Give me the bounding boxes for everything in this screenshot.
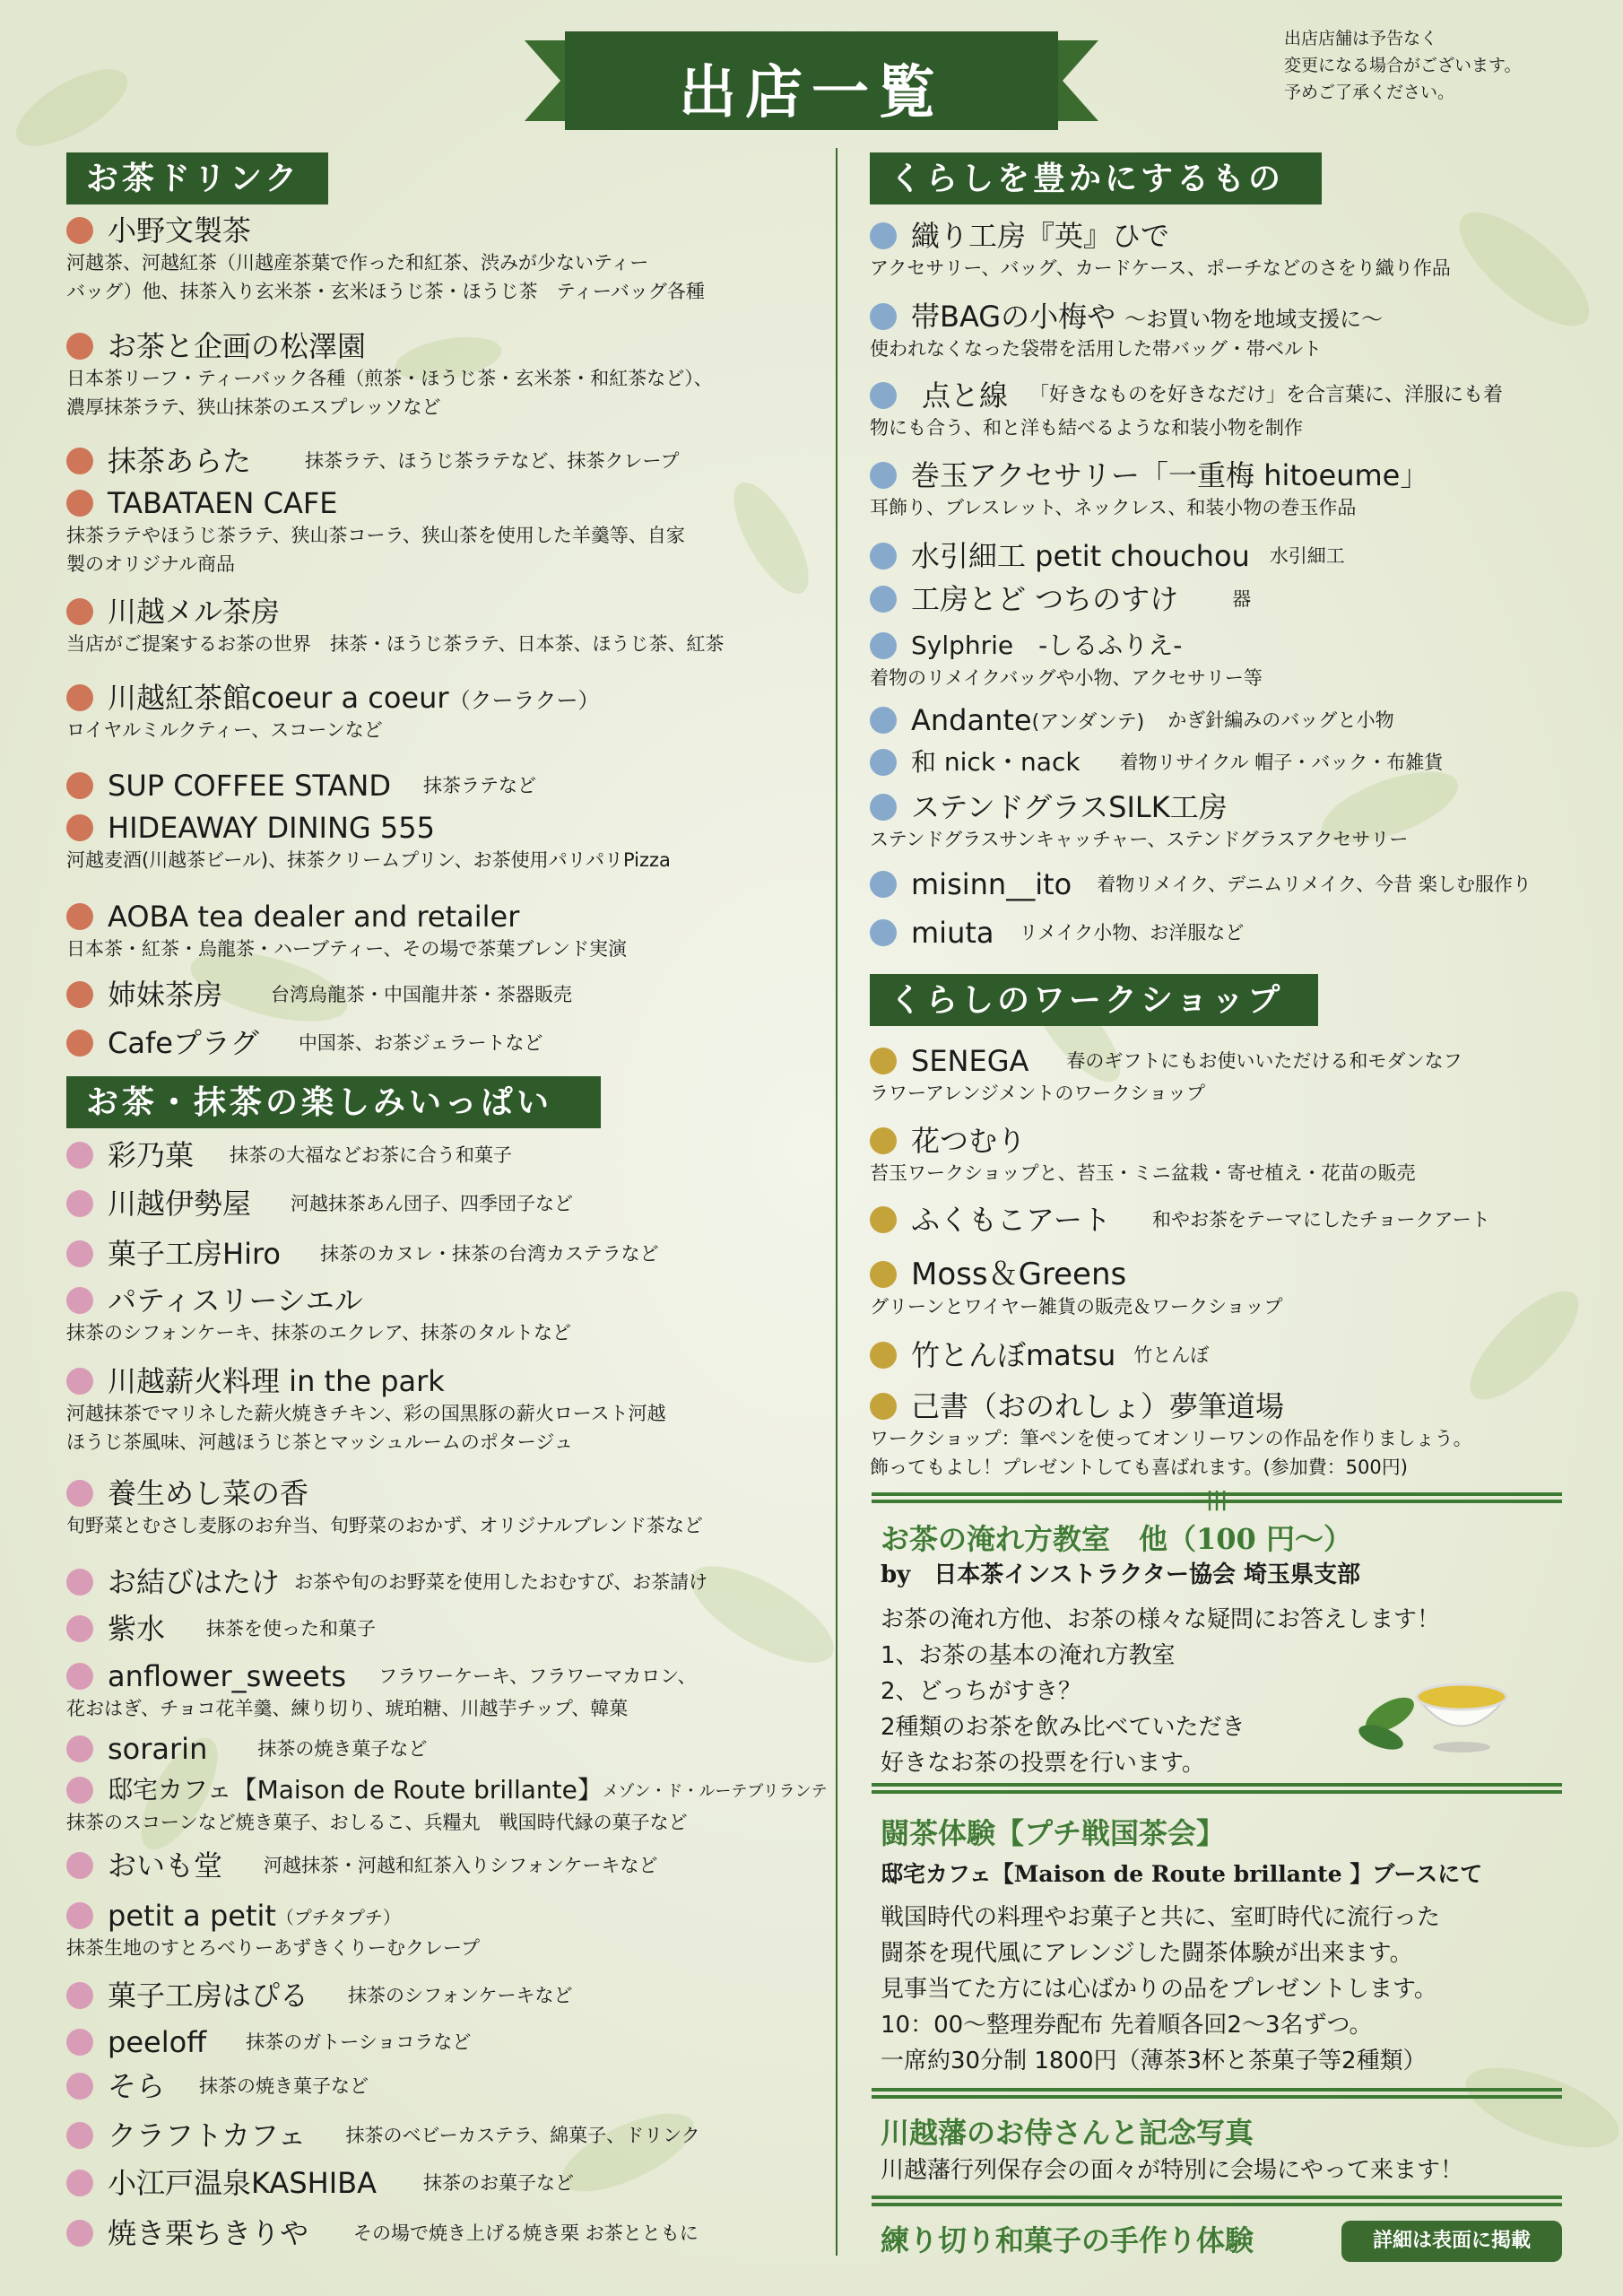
vendor-desc: お茶や旬のお野菜を使用したおむすび、お茶請け bbox=[294, 1571, 708, 1593]
vendor-name: SENEGA bbox=[911, 1044, 1029, 1078]
list-item bbox=[66, 594, 725, 658]
list-item bbox=[66, 899, 627, 963]
bullet-dot bbox=[66, 1287, 93, 1314]
vendor-desc: 着物リサイクル 帽子・バック・布雑貨 bbox=[1119, 752, 1444, 773]
event-body-tocha bbox=[881, 1900, 1440, 2079]
vendor-desc: 抹茶生地のすとろべりーあずきくりーむクレープ bbox=[66, 1937, 480, 1959]
list-item bbox=[66, 485, 685, 578]
vendor-name: AOBA tea dealer and retailer bbox=[108, 900, 520, 934]
vendor-desc: かぎ針編みのバッグと小物 bbox=[1167, 709, 1394, 731]
bullet-dot bbox=[66, 448, 93, 474]
double-rule bbox=[872, 1783, 1562, 1796]
vendor-name: お結びはたけ bbox=[108, 1565, 281, 1599]
list-item bbox=[66, 2165, 574, 2201]
bullet-dot bbox=[66, 1240, 93, 1267]
vendor-name: 和 nick・nack bbox=[911, 747, 1081, 777]
list-item bbox=[870, 1123, 1416, 1187]
vendor-name: 川越紅茶館coeur a coeur bbox=[108, 681, 449, 715]
vendor-desc: 竹とんぼ bbox=[1133, 1344, 1210, 1366]
event-title-samurai: 川越藩のお侍さんと記念写真 bbox=[881, 2116, 1254, 2150]
vendor-desc: 中国茶、お茶ジェラートなど bbox=[298, 1032, 543, 1054]
page-title: 出店一覧 bbox=[679, 59, 944, 126]
bullet-dot bbox=[66, 2073, 93, 2100]
event-location: 邸宅カフェ【Maison de Route brillante 】ブースにて bbox=[881, 1861, 1483, 1887]
list-item bbox=[66, 328, 713, 422]
vendor-desc: 日本茶・紅茶・烏龍茶・ハーブティー、その場で茶葉ブレンド実演 bbox=[66, 938, 628, 960]
vendor-desc: 春のギフトにもお使いいただける和モダンなフ bbox=[1066, 1050, 1462, 1072]
vendor-desc: 河越麦酒(川越茶ビール)、抹茶クリームプリン、お茶使用パリパリPizza bbox=[66, 849, 671, 871]
vendor-name: そら bbox=[108, 2069, 166, 2103]
section-heading-workshop: くらしのワークショップ bbox=[870, 974, 1318, 1026]
bullet-dot bbox=[66, 217, 93, 244]
list-item bbox=[66, 1658, 697, 1723]
vendor-name: 焼き栗ちきりや bbox=[108, 2216, 309, 2250]
vendor-desc: 器 bbox=[1232, 588, 1252, 610]
bullet-dot bbox=[66, 814, 93, 841]
vendor-desc: 花おはぎ、チョコ花羊羹、練り切り、琥珀糖、川越芋チップ、韓菓 bbox=[66, 1698, 629, 1719]
vendor-name: ふくもこアート bbox=[911, 1203, 1112, 1237]
vendor-name: Andante bbox=[911, 703, 1032, 737]
bullet-dot bbox=[870, 1048, 897, 1074]
event-organizer: by 日本茶インストラクター協会 埼玉県支部 bbox=[881, 1561, 1361, 1588]
event-line: 戦国時代の料理やお菓子と共に、室町時代に流行った bbox=[881, 1904, 1441, 1931]
bullet-dot bbox=[870, 222, 897, 249]
list-item bbox=[870, 789, 1408, 854]
vendor-name: petit a petit bbox=[108, 1899, 276, 1933]
vendor-desc: 抹茶の大福などお茶に合う和菓子 bbox=[230, 1144, 513, 1166]
vendor-desc: 和やお茶をテーマにしたチョークアート bbox=[1152, 1209, 1490, 1231]
vendor-desc: 台湾烏龍茶・中国龍井茶・茶器販売 bbox=[271, 984, 573, 1005]
vendor-name: anflower_sweets bbox=[108, 1659, 347, 1693]
event-title-nerikiri: 練り切り和菓子の手作り体験 bbox=[881, 2223, 1254, 2257]
list-item bbox=[66, 768, 536, 804]
list-item bbox=[66, 1978, 573, 2013]
list-item bbox=[66, 1611, 376, 1647]
vendor-name: Cafeプラグ bbox=[108, 1026, 259, 1060]
vendor-reading: メゾン・ド・ルーテブリランテ bbox=[602, 1782, 828, 1801]
details-badge: 詳細は表面に掲載 bbox=[1341, 2221, 1562, 2262]
bullet-dot bbox=[870, 794, 897, 821]
vendor-name: 巻玉アクセサリー「一重梅 hitoeume」 bbox=[911, 458, 1429, 492]
vendor-reading: （プチタプチ） bbox=[275, 1906, 401, 1928]
vendor-desc: 耳飾り、ブレスレット、ネックレス、和装小物の巻玉作品 bbox=[870, 497, 1357, 518]
list-item bbox=[66, 1731, 427, 1767]
list-item bbox=[66, 2024, 471, 2060]
bullet-dot bbox=[66, 981, 93, 1008]
event-line: 1、お茶の基本の淹れ方教室 bbox=[881, 1642, 1176, 1669]
list-item bbox=[66, 1363, 666, 1457]
list-item bbox=[870, 457, 1428, 522]
section-heading-lifestyle: くらしを豊かにするもの bbox=[870, 152, 1322, 204]
list-item bbox=[870, 702, 1394, 738]
bullet-dot bbox=[66, 1190, 93, 1217]
list-item bbox=[870, 915, 1244, 951]
event-title-tea-class: お茶の淹れ方教室 他（100 円～） bbox=[881, 1522, 1352, 1556]
vendor-name: クラフトカフェ bbox=[108, 2118, 307, 2152]
bullet-dot bbox=[870, 303, 897, 330]
bullet-dot bbox=[66, 2170, 93, 2196]
vendor-name: 彩乃菓 bbox=[108, 1138, 195, 1172]
list-item bbox=[870, 744, 1443, 780]
list-item bbox=[66, 977, 572, 1013]
vendor-name: miuta bbox=[911, 916, 994, 950]
bullet-dot bbox=[66, 1777, 93, 1804]
vendor-desc: その場で焼き上げる焼き栗 お茶とともに bbox=[353, 2222, 699, 2244]
vendor-desc: 旬野菜とむさし麦豚のお弁当、旬野菜のおかず、オリジナルブレンド茶など bbox=[66, 1515, 703, 1536]
bullet-dot bbox=[66, 1663, 93, 1690]
bullet-dot bbox=[66, 1569, 93, 1596]
vendor-name: misinn__ito bbox=[911, 867, 1072, 901]
list-item bbox=[870, 1388, 1472, 1482]
vendor-name: 小江戸温泉KASHIBA bbox=[108, 2166, 377, 2200]
bullet-dot bbox=[870, 632, 897, 659]
list-item bbox=[870, 581, 1251, 617]
title-banner bbox=[525, 27, 1098, 139]
vendor-name: お茶と企画の松澤園 bbox=[108, 329, 367, 363]
bullet-dot bbox=[870, 1261, 897, 1288]
vendor-desc: 着物リメイク、デニムリメイク、今昔 楽しむ服作り bbox=[1097, 874, 1532, 895]
list-item bbox=[66, 2215, 699, 2251]
vendor-name: 川越伊勢屋 bbox=[108, 1187, 252, 1221]
bullet-dot bbox=[66, 2122, 93, 2149]
list-item bbox=[66, 1025, 543, 1061]
list-item bbox=[870, 1202, 1490, 1238]
vendor-tagline: ～お買い物を地域支援に～ bbox=[1124, 306, 1384, 332]
vendor-name: HIDEAWAY DINING 555 bbox=[108, 811, 435, 845]
double-rule bbox=[872, 2088, 1562, 2100]
vendor-name: 菓子工房Hiro bbox=[108, 1237, 281, 1271]
bullet-dot bbox=[66, 1480, 93, 1507]
vendor-name: 帯BAGの小梅や bbox=[911, 300, 1116, 334]
vendor-desc: 抹茶のシフォンケーキなど bbox=[348, 1985, 573, 2006]
vendor-desc: 日本茶リーフ・ティーバック各種（煎茶・ほうじ茶・玄米茶・和紅茶など）、 濃厚抹茶ラテ、狭山抹茶のエスプレッソなど bbox=[66, 368, 713, 418]
vendor-reading: （クーラクー） bbox=[448, 687, 600, 713]
bullet-dot bbox=[870, 919, 897, 946]
list-item bbox=[66, 1564, 707, 1600]
list-item bbox=[66, 810, 671, 874]
vendor-desc: 着物のリメイクバッグや小物、アクセサリー等 bbox=[870, 667, 1263, 689]
event-line: 闘茶を現代風にアレンジした闘茶体験が出来ます。 bbox=[881, 1940, 1413, 1967]
bullet-dot bbox=[870, 543, 897, 570]
bullet-dot bbox=[66, 1902, 93, 1929]
list-item bbox=[66, 1898, 480, 1962]
bullet-dot bbox=[870, 382, 897, 409]
vendor-name: Moss＆Greens bbox=[911, 1257, 1127, 1292]
bullet-dot bbox=[870, 749, 897, 776]
bullet-dot bbox=[870, 1393, 897, 1420]
bullet-dot bbox=[66, 598, 93, 625]
vendor-name: 姉妹茶房 bbox=[108, 978, 223, 1012]
vendor-name: 川越薪火料理 in the park bbox=[108, 1364, 445, 1398]
vendor-name: 竹とんぼmatsu bbox=[911, 1338, 1116, 1372]
vendor-desc: 抹茶の焼き菓子など bbox=[199, 2075, 369, 2097]
vendor-name: ステンドグラスSILK工房 bbox=[911, 790, 1228, 824]
list-item bbox=[870, 1043, 1462, 1108]
vendor-desc: 当店がご提案するお茶の世界 抹茶・ほうじ茶ラテ、日本茶、ほうじ茶、紅茶 bbox=[66, 633, 725, 655]
bullet-dot bbox=[66, 490, 93, 517]
vendor-name: 点と線 bbox=[922, 378, 1009, 413]
vendor-desc: フラワーケーキ、フラワーマカロン、 bbox=[378, 1665, 697, 1687]
vendor-desc: 物にも合う、和と洋も結べるような和装小物を制作 bbox=[870, 417, 1303, 439]
list-item bbox=[66, 1137, 512, 1173]
event-line: 一席約30分制 1800円（薄茶3杯と茶菓子等2種類） bbox=[881, 2048, 1427, 2074]
bullet-dot bbox=[66, 1982, 93, 2009]
vendor-name: 菓子工房はぴる bbox=[108, 1979, 309, 2013]
vendor-desc: グリーンとワイヤー雑貨の販売＆ワークショップ bbox=[870, 1296, 1283, 1318]
bullet-dot bbox=[66, 772, 93, 799]
bullet-dot bbox=[66, 333, 93, 360]
event-line: 見事当てた方には心ばかりの品をプレゼントします。 bbox=[881, 1976, 1437, 2003]
vendor-name: パティスリーシエル bbox=[108, 1283, 363, 1318]
list-item bbox=[66, 1186, 573, 1222]
list-item bbox=[66, 680, 600, 744]
vendor-name: 工房とど つちのすけ bbox=[911, 582, 1179, 616]
section-heading-tea-drinks: お茶ドリンク bbox=[66, 152, 328, 204]
list-item bbox=[66, 1772, 828, 1837]
notice-text: 出店店舗は予告なく 変更になる場合がございます。 予めご了承ください。 bbox=[1284, 29, 1522, 102]
vendor-name: 己書（おのれしょ）夢筆道場 bbox=[911, 1389, 1285, 1423]
vendor-name: おいも堂 bbox=[108, 1848, 223, 1883]
vendor-name: peeloff bbox=[108, 2025, 207, 2059]
vendor-desc: 抹茶のスコーンなど焼き菓子、おしるこ、兵糧丸 戦国時代縁の菓子など bbox=[66, 1812, 688, 1833]
vendor-name: 紫水 bbox=[108, 1612, 166, 1646]
vendor-desc: 抹茶のお菓子など bbox=[422, 2172, 574, 2194]
vendor-desc: 河越抹茶あん団子、四季団子など bbox=[291, 1193, 574, 1214]
section-heading-matcha: お茶・抹茶の楽しみいっぱい bbox=[66, 1076, 601, 1128]
vendor-desc: 水引細工 bbox=[1269, 545, 1345, 567]
list-item bbox=[66, 213, 705, 306]
vendor-desc: 抹茶ラテなど bbox=[423, 775, 536, 796]
list-item bbox=[870, 1257, 1283, 1321]
vendor-name: 織り工房『英』ひで bbox=[911, 219, 1170, 253]
bullet-dot bbox=[66, 1852, 93, 1879]
list-item bbox=[870, 538, 1345, 574]
list-item bbox=[66, 2118, 700, 2153]
vendor-desc: 抹茶の焼き菓子など bbox=[257, 1738, 428, 1760]
bullet-dot bbox=[870, 1127, 897, 1154]
vendor-desc: 使われなくなった袋帯を活用した帯バッグ・帯ベルト bbox=[870, 338, 1322, 360]
divider-mark: ||| bbox=[1206, 1489, 1228, 1511]
event-line: 2、どっちがすき？ bbox=[881, 1678, 1082, 1705]
vendor-desc: ワークショップ：筆ペンを使ってオンリーワンの作品を作りましょう。 飾ってもよし！プレゼントしても喜ばれます。(参加費：500円) bbox=[870, 1428, 1472, 1478]
list-item bbox=[870, 218, 1451, 283]
vendor-desc: 抹茶ラテやほうじ茶ラテ、狭山茶コーラ、狭山茶を使用した羊羹等、自家 製のオリジナル商品 bbox=[66, 525, 685, 575]
column-divider bbox=[836, 148, 838, 2256]
vendor-desc: 抹茶のカヌレ・抹茶の台湾カステラなど bbox=[320, 1243, 659, 1265]
vendor-name: 養生めし菜の香 bbox=[108, 1476, 309, 1510]
vendor-name: 川越メル茶房 bbox=[108, 595, 281, 629]
vendor-desc: ステンドグラスサンキャッチャー、ステンドグラスアクセサリー bbox=[870, 829, 1409, 850]
tea-cup-illustration bbox=[1354, 1661, 1515, 1760]
vendor-desc: ラワーアレンジメントのワークショップ bbox=[870, 1083, 1206, 1104]
vendor-name: sorarin bbox=[108, 1732, 208, 1766]
vendor-name: TABATAEN CAFE bbox=[108, 486, 338, 520]
vendor-desc: 河越抹茶・河越和紅茶入りシフォンケーキなど bbox=[264, 1855, 658, 1876]
vendor-desc: アクセサリー、バッグ、カードケース、ポーチなどのさをり織り作品 bbox=[870, 257, 1451, 279]
vendor-name: 抹茶あらた bbox=[108, 444, 252, 478]
vendor-name: 水引細工 petit chouchou bbox=[911, 539, 1250, 573]
event-line: 好きなお茶の投票を行います。 bbox=[881, 1750, 1205, 1777]
vendor-desc: 「好きなものを好きなだけ」を合言葉に、洋服にも着 bbox=[1029, 384, 1504, 406]
vendor-name: 邸宅カフェ【Maison de Route brillante】 bbox=[108, 1775, 603, 1805]
bullet-dot bbox=[66, 2220, 93, 2247]
vendor-name: SUP COFFEE STAND bbox=[108, 769, 391, 803]
vendor-name: 花つむり bbox=[911, 1124, 1027, 1158]
list-item bbox=[66, 2068, 369, 2104]
vendor-desc: リメイク小物、お洋服など bbox=[1019, 922, 1245, 944]
list-item bbox=[870, 628, 1263, 692]
bullet-dot bbox=[870, 871, 897, 898]
bullet-dot bbox=[66, 1735, 93, 1762]
bullet-dot bbox=[66, 2029, 93, 2056]
list-item bbox=[66, 1475, 703, 1540]
event-line: お茶の淹れ方他、お茶の様々な疑問にお答えします！ bbox=[881, 1606, 1441, 1633]
vendor-desc: ロイヤルミルクティー、スコーンなど bbox=[66, 719, 383, 741]
bullet-dot bbox=[66, 903, 93, 930]
bullet-dot bbox=[870, 462, 897, 489]
vendor-desc: 河越茶、河越紅茶（川越産茶葉で作った和紅茶、渋みが少ないティー バッグ）他、抹茶入り玄米茶・玄米ほうじ茶・ほうじ茶 ティーバッグ各種 bbox=[66, 252, 705, 302]
vendor-desc: 抹茶のベビーカステラ、綿菓子、ドリンク bbox=[345, 2125, 700, 2146]
bullet-dot bbox=[870, 586, 897, 613]
vendor-desc: 抹茶を使った和菓子 bbox=[206, 1618, 377, 1639]
event-title-tocha: 闘茶体験【プチ戦国茶会】 bbox=[881, 1816, 1226, 1850]
list-item bbox=[66, 1848, 658, 1883]
bullet-dot bbox=[66, 1030, 93, 1057]
list-item bbox=[870, 299, 1383, 363]
vendor-desc: 抹茶のガトーショコラなど bbox=[246, 2031, 472, 2053]
vendor-desc: 抹茶のシフォンケーキ、抹茶のエクレア、抹茶のタルトなど bbox=[66, 1322, 572, 1344]
event-line: 10：00～整理券配布 先着順各回2～3名ずつ。 bbox=[881, 2012, 1373, 2039]
vendor-desc: 抹茶ラテ、ほうじ茶ラテなど、抹茶クレープ bbox=[305, 450, 680, 472]
list-item bbox=[870, 378, 1503, 442]
list-item bbox=[66, 443, 680, 479]
bullet-dot bbox=[66, 1142, 93, 1169]
bullet-dot bbox=[66, 1368, 93, 1395]
bullet-dot bbox=[870, 1342, 897, 1369]
list-item bbox=[66, 1283, 571, 1347]
list-item bbox=[66, 1236, 659, 1272]
list-item bbox=[870, 1337, 1209, 1373]
vendor-name: Sylphrie -しるふりえ- bbox=[911, 631, 1183, 660]
vendor-desc: 苔玉ワークショップと、苔玉・ミニ盆栽・寄せ植え・花苗の販売 bbox=[870, 1162, 1416, 1184]
bullet-dot bbox=[66, 1615, 93, 1642]
bullet-dot bbox=[870, 1206, 897, 1233]
bullet-dot bbox=[66, 684, 93, 711]
bullet-dot bbox=[870, 707, 897, 734]
double-rule bbox=[872, 2196, 1562, 2208]
event-body-samurai: 川越藩行列保存会の面々が特別に会場にやって来ます！ bbox=[881, 2157, 1464, 2184]
vendor-reading: (アンダンテ) bbox=[1031, 710, 1145, 734]
event-line: 2種類のお茶を飲み比べていただき bbox=[881, 1714, 1245, 1741]
list-item bbox=[870, 866, 1532, 902]
vendor-name: 小野文製茶 bbox=[108, 213, 252, 248]
vendor-desc: 河越抹茶でマリネした薪火焼きチキン、彩の国黒豚の薪火ロースト河越 ほうじ茶風味、河越ほうじ茶とマッシュルームのポタージュ bbox=[66, 1403, 666, 1453]
